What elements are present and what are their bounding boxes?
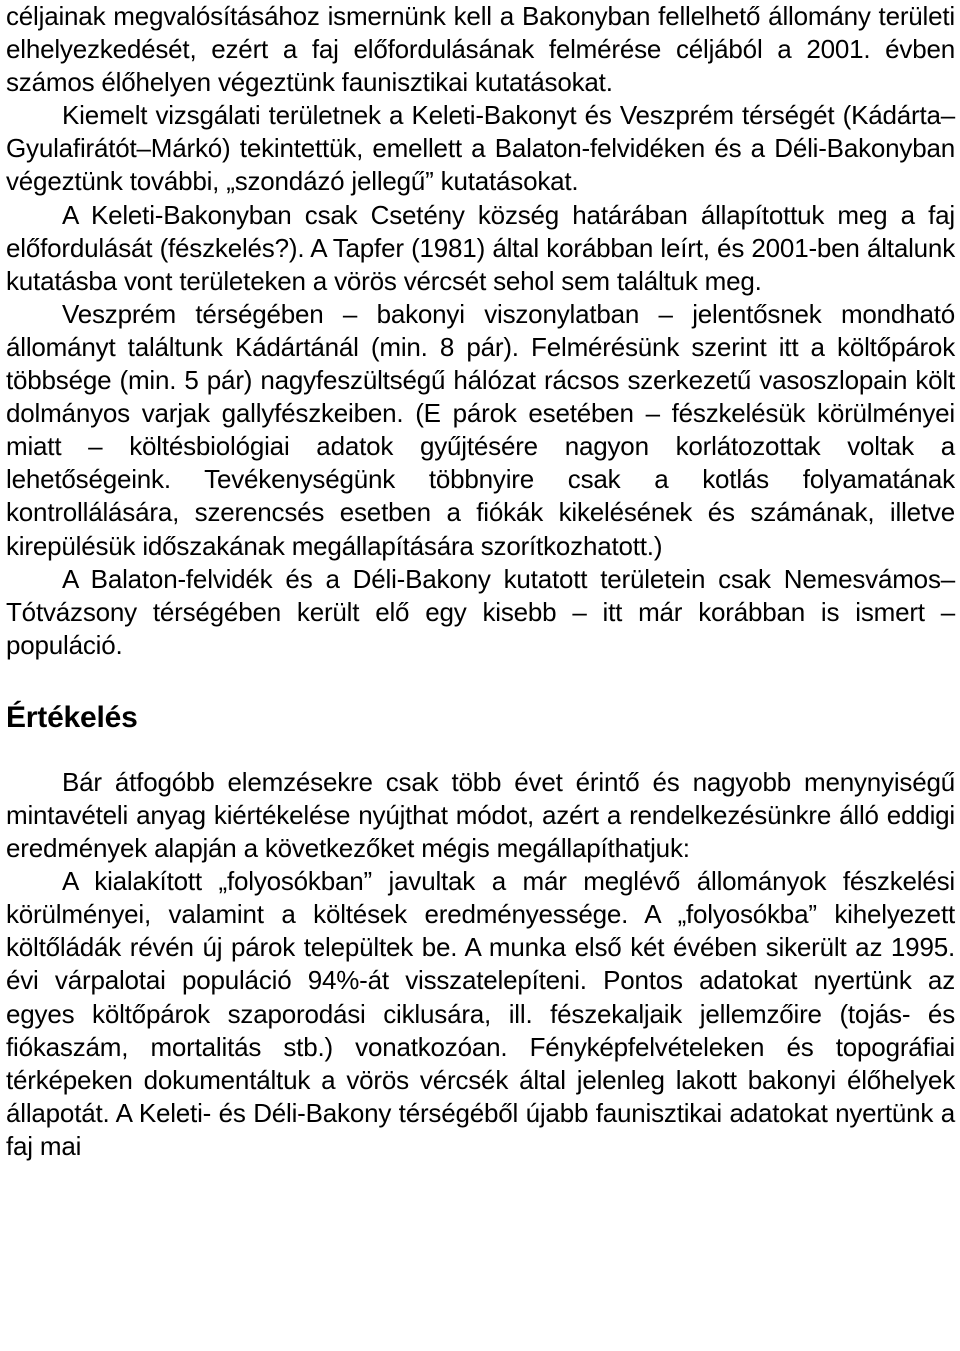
paragraph-veszprem-area: Veszprém térségében – bakonyi viszonylatban – jelentősnek mondható állományt találtunk Kádártánál (min. 8 pár). Felmérésünk szerint itt a költőpárok többsége (min. 5 pár) nagyfeszültségű hálózat rácsos szerkezetű vasoszlopain költ dolmányos varjak gallyfészkeiben. (E párok esetében – fészkelésük körülményei miatt – költésbiológiai adatok gyűjtésére nagyon korlátozottak voltak a lehetőségeink. Tevékenységünk többnyire csak a kotlás folyamatának kontrollálására, szerencsés esetben a fiókák kikelésének és számának, illetve kirepülésük időszakának megállapítására szorítkozhatott.) — [6, 298, 955, 561]
paragraph-eastern-bakony: A Keleti-Bakonyban csak Csetény község határában állapítottuk meg a faj előfordulását (fészkelés?). A Tapfer (1981) által korábban leírt, és 2001-ben általunk kutatásba vont területeken a vörös vércsét sehol sem találtuk meg. — [6, 199, 955, 296]
section-evaluation — [6, 736, 955, 1163]
section-heading-evaluation: Értékelés — [6, 700, 138, 734]
section-distribution-survey — [6, 0, 955, 662]
paragraph-evaluation-intro: Bár átfogóbb elemzésekre csak több évet érintő és nagyobb menynyiségű mintavételi anyag kiértékelése nyújthat módot, azért a rendelkezésünkre álló eddigi eredmények alapján a következőket mégis megállapíthatjuk: — [6, 766, 955, 864]
paragraph-evaluation-results: A kialakított „folyosókban” javultak a már meglévő állományok fészkelési körülményei, valamint a költések eredményessége. A „folyosókba” kihelyezett költőládák révén új párok települtek be. A munka első két évében sikerült az 1995. évi várpalotai populáció 94%-át visszatelepíteni. Pontos adatokat nyertünk az egyes költőpárok szaporodási ciklusára, ill. fészekaljaik jellemzőire (tojás- és fiókaszám, mortalitás stb.) vonatkozóan. Fényképfelvételeken és topográfiai térképeken dokumentáltuk a vörös vércsék által jelenleg lakott bakonyi élőhelyek állapotát. A Keleti- és Déli-Bakony térségéből újabb faunisztikai adatokat nyertünk a faj mai — [6, 866, 955, 1161]
paragraph-survey-goal: céljainak megvalósításához ismernünk kell a Bakonyban fellelhető állomány területi elhelyezkedését, ezért a faj előfordulásának felmérése céljából a 2001. évben számos élőhelyen végeztünk faunisztikai kutatásokat. — [6, 1, 955, 98]
paragraph-balaton-uplands: A Balaton-felvidék és a Déli-Bakony kutatott területein csak Nemesvámos–Tótvázsony térségében került elő egy kisebb – itt már korábban is ismert – populáció. — [6, 563, 955, 660]
paragraph-study-area: Kiemelt vizsgálati területnek a Keleti-Bakonyt és Veszprém térségét (Kádárta–Gyulafirátót–Márkó) tekintettük, emellett a Balaton-felvidéken és a Déli-Bakonyban végeztünk további, „szondázó jellegű” kutatásokat. — [6, 100, 955, 197]
document-page — [6, 0, 955, 1163]
